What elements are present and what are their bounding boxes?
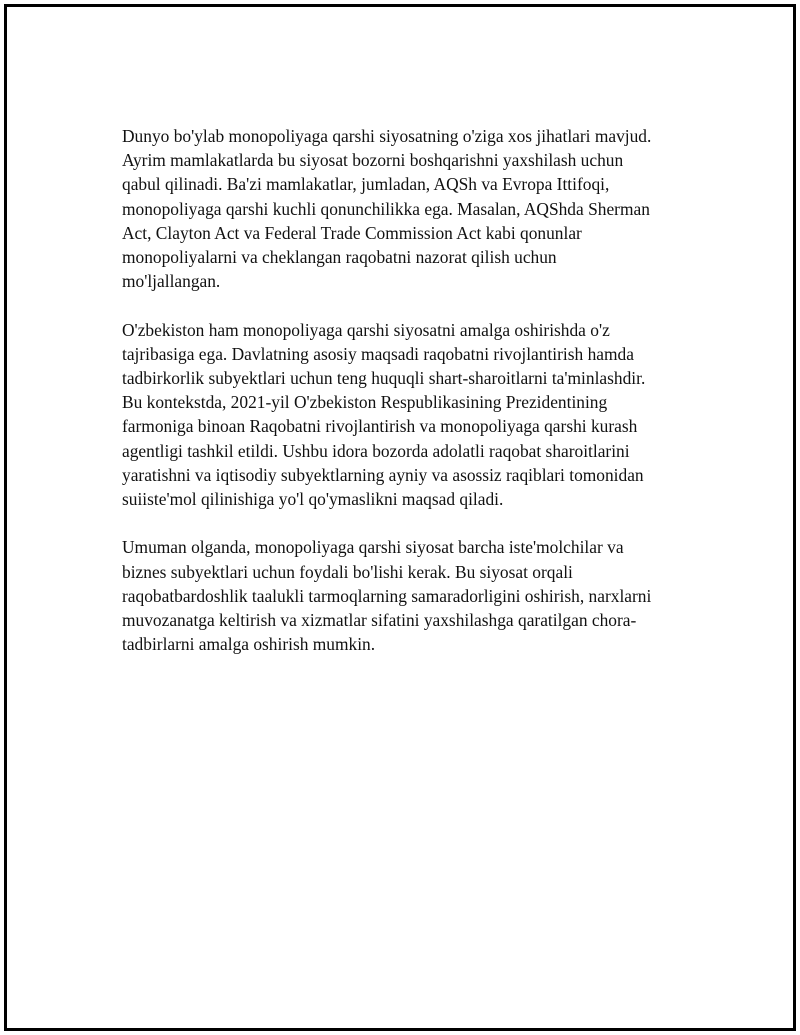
paragraph-1 xyxy=(122,124,682,293)
document-body xyxy=(122,124,682,681)
text-line: monopoliyalarni va cheklangan raqobatni nazorat qilish uchun xyxy=(122,247,557,268)
paragraph-3 xyxy=(122,535,682,656)
text-line: Umuman olganda, monopoliyaga qarshi siyosat barcha iste'molchilar va xyxy=(122,537,624,558)
text-line: Dunyo bo'ylab monopoliyaga qarshi siyosatning o'ziga xos jihatlari mavjud. xyxy=(122,126,652,146)
text-line: yaratishni va iqtisodiy subyektlarning ayniy va asossiz raqiblari tomonidan xyxy=(122,464,644,485)
text-line: tadbirkorlik subyektlari uchun teng huquqli shart-sharoitlarni ta'minlashdir. xyxy=(122,368,646,389)
text-line: Ayrim mamlakatlarda bu siyosat bozorni boshqarishni yaxshilash uchun xyxy=(122,150,624,171)
text-line: muvozanatga keltirish va xizmatlar sifatini yaxshilashga qaratilgan chora- xyxy=(122,610,637,631)
text-line: mo'ljallangan. xyxy=(122,271,221,292)
text-line: raqobatbardoshlik taalukli tarmoqlarning samaradorligini oshirish, narxlarni xyxy=(122,585,652,606)
text-line: Act, Clayton Act va Federal Trade Commission Act kabi qonunlar xyxy=(122,222,582,243)
paragraph-2 xyxy=(122,318,682,512)
text-line: O'zbekiston ham monopoliyaga qarshi siyosatni amalga oshirishda o'z xyxy=(122,319,610,340)
text-line: agentligi tashkil etildi. Ushbu idora bozorda adolatli raqobat sharoitlarini xyxy=(122,440,630,461)
text-line: tajribasiga ega. Davlatning asosiy maqsadi raqobatni rivojlantirish hamda xyxy=(122,343,634,364)
text-line: qabul qilinadi. Ba'zi mamlakatlar, jumladan, AQSh va Evropa Ittifoqi, xyxy=(122,174,610,195)
text-line: Bu kontekstda, 2021-yil O'zbekiston Respublikasining Prezidentining xyxy=(122,392,608,413)
page-frame xyxy=(4,4,796,1031)
text-line: monopoliyaga qarshi kuchli qonunchilikka ega. Masalan, AQShda Sherman xyxy=(122,198,650,219)
text-line: biznes subyektlari uchun foydali bo'lishi kerak. Bu siyosat orqali xyxy=(122,561,573,582)
text-line: farmoniga binoan Raqobatni rivojlantirish va monopoliyaga qarshi kurash xyxy=(122,416,638,437)
text-line: tadbirlarni amalga oshirish mumkin. xyxy=(122,634,376,655)
text-line: suiiste'mol qilinishiga yo'l qo'ymaslikni maqsad qiladi. xyxy=(122,489,504,510)
